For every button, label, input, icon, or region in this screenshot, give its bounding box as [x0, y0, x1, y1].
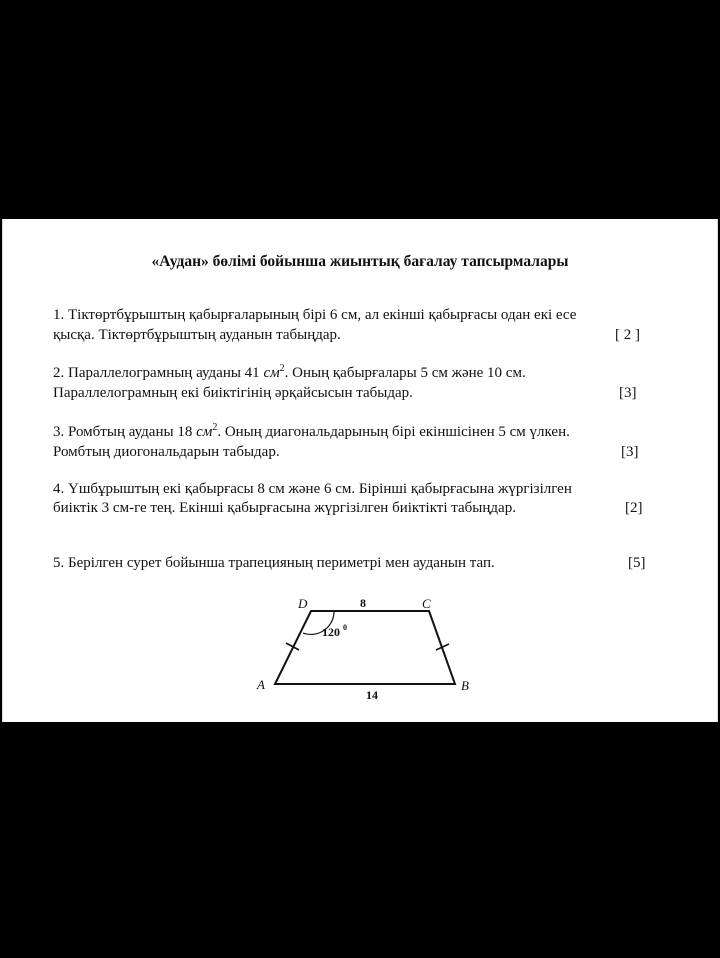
- task-1-line-2: қысқа. Тіктөртбұрыштың ауданын табыңдар.: [53, 327, 341, 343]
- task-1-score: [ 2 ]: [615, 327, 640, 343]
- vertex-label-c: C: [422, 596, 431, 611]
- bottom-base-length: 14: [366, 688, 378, 702]
- task-3-line-2: Ромбтың диогональдарын табыдар.: [53, 444, 280, 460]
- task-2-line-2: Параллелограмның екі биіктігінің әрқайсысын табыдар.: [53, 385, 413, 401]
- task-3-score: [3]: [621, 444, 639, 460]
- task-3-unit: см: [196, 424, 213, 440]
- task-5-line-1: 5. Берілген сурет бойынша трапецияның периметрі мен ауданын тап.: [53, 555, 495, 571]
- trapezoid-figure: [243, 589, 483, 709]
- task-3-text-b: . Оның диагональдарының бірі екіншісінен 5 см үлкен.: [217, 424, 570, 440]
- task-3-line-1: [53, 424, 570, 441]
- angle-value: 120: [322, 625, 340, 639]
- top-base-length: 8: [360, 596, 366, 610]
- task-3-text-a: 3. Ромбтың ауданы 18: [53, 424, 197, 440]
- task-4-line-2: биіктік 3 см-ге тең. Екінші қабырғасына жүргізілген биіктікті табыңдар.: [53, 500, 516, 516]
- task-2-text-b: . Оның қабырғалары 5 см және 10 см.: [284, 365, 526, 381]
- task-2-unit: см: [263, 365, 280, 381]
- worksheet-title: «Аудан» бөлімі бойынша жиынтық бағалау тапсырмалары: [151, 253, 569, 270]
- vertex-label-b: B: [461, 678, 469, 693]
- task-2-score: [3]: [619, 385, 637, 401]
- trapezoid-outline: [275, 611, 455, 684]
- vertex-label-a: A: [257, 677, 265, 692]
- task-1-line-1: 1. Тіктөртбұрыштың қабырғаларының бірі 6 см, ал екінші қабырғасы одан екі есе: [53, 307, 577, 323]
- task-4-score: [2]: [625, 500, 643, 516]
- worksheet-page: [2, 219, 718, 722]
- task-5-score: [5]: [628, 555, 646, 571]
- task-2-exponent: 2: [279, 363, 285, 374]
- task-3-exponent: 2: [212, 422, 218, 433]
- vertex-label-d: D: [298, 596, 308, 611]
- angle-degree-mark: 0: [343, 623, 347, 632]
- task-2-line-1: [53, 365, 526, 382]
- task-2-text-a: 2. Параллелограмның ауданы 41: [53, 365, 264, 381]
- task-4-line-1: 4. Үшбұрыштың екі қабырғасы 8 см және 6 см. Бірінші қабырғасына жүргізілген: [53, 481, 572, 497]
